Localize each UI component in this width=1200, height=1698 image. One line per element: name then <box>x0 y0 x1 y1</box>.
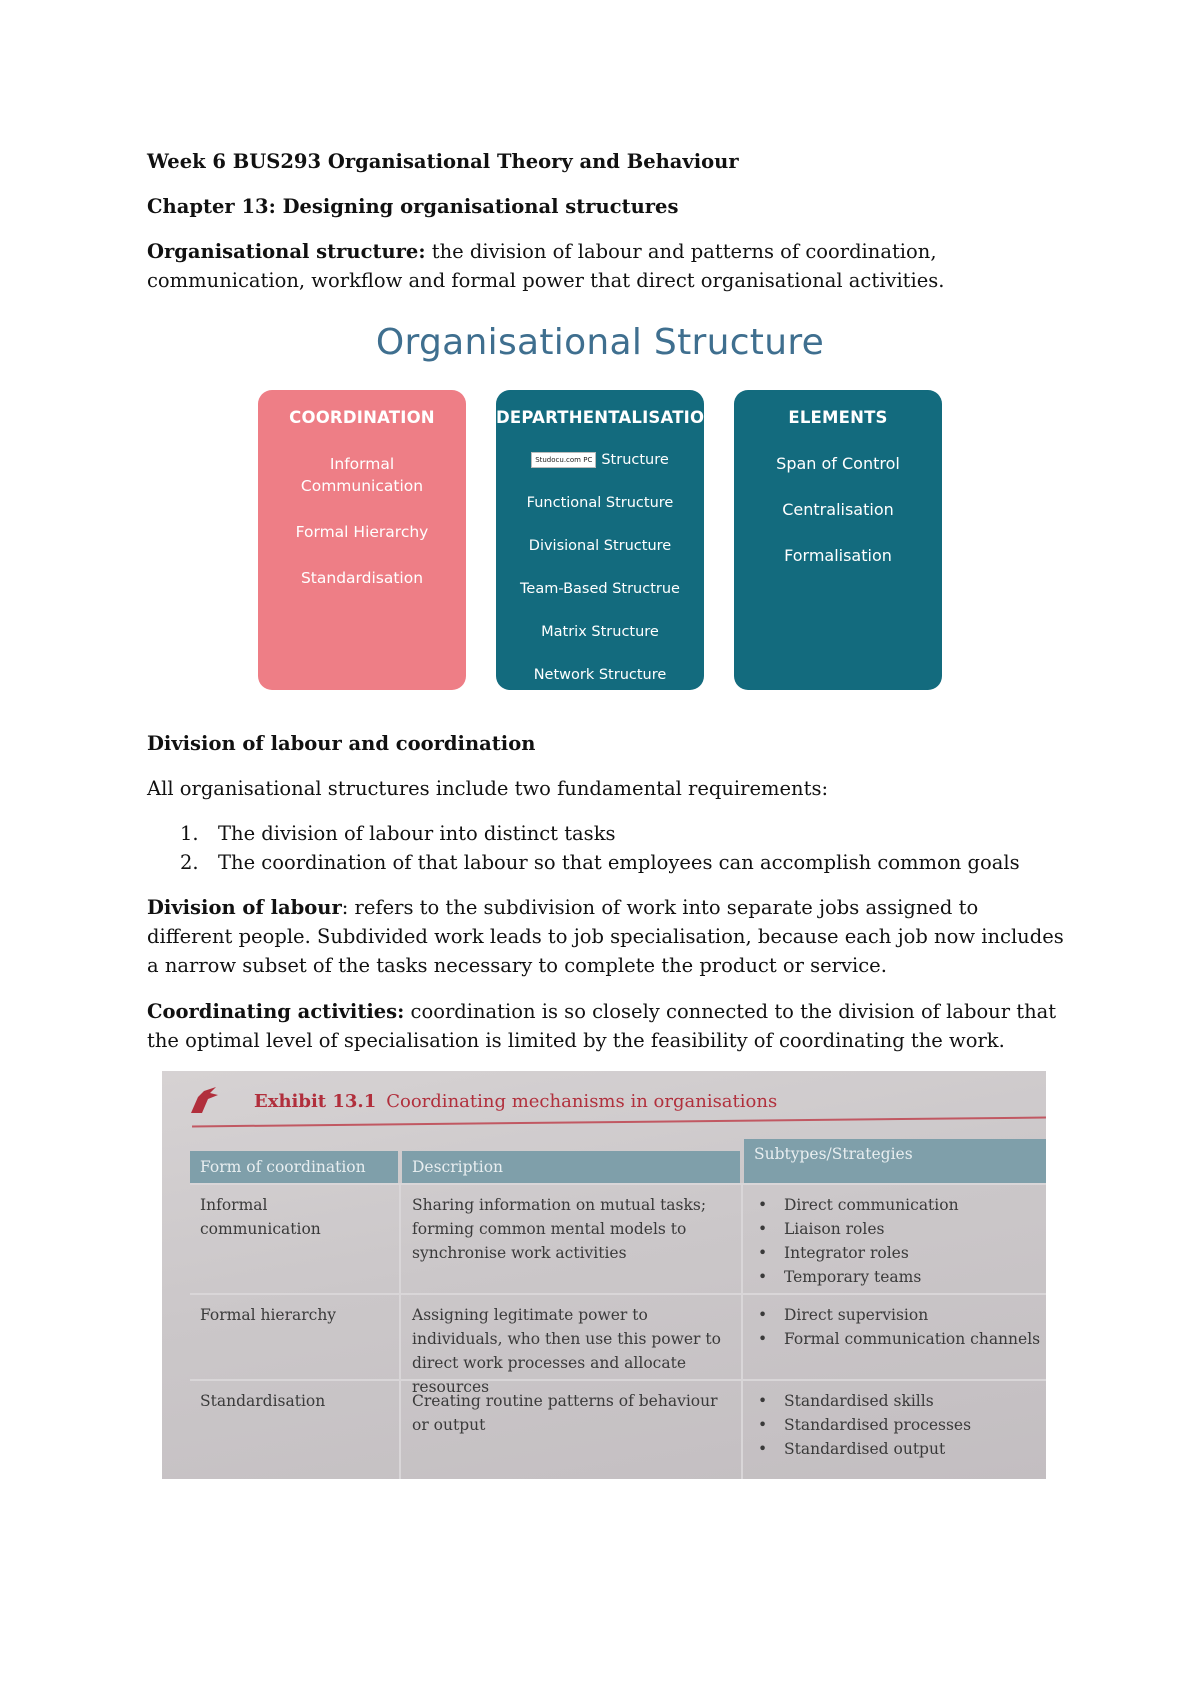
departmentalisation-item: Functional Structure <box>526 495 674 511</box>
table-row <box>190 1183 1046 1295</box>
form-cell: Informal communication <box>200 1196 321 1238</box>
coordination-item: Standardisation <box>300 569 424 587</box>
table-header-cell: Subtypes/Strategies <box>744 1139 1046 1183</box>
coordination-item: Formal Hierarchy <box>295 523 429 541</box>
list-text: The division of labour into distinct tasks <box>218 822 616 845</box>
strategy-item: • Integrator roles <box>752 1241 1046 1265</box>
table-header-cell: Form of coordination <box>190 1151 398 1183</box>
coordination-card <box>258 390 466 690</box>
description-cell: Sharing information on mutual tasks; forming common mental models to synchronise work activities <box>412 1196 707 1262</box>
elements-card-title: ELEMENTS <box>788 408 888 427</box>
exhibit-rule <box>192 1117 1046 1128</box>
departmentalisation-item: Network Structure <box>533 667 667 683</box>
departmentalisation-card <box>496 390 719 690</box>
course-title: Week 6 BUS293 Organisational Theory and Behaviour <box>147 150 739 173</box>
coordination-card-title: COORDINATION <box>289 408 435 427</box>
list-item <box>180 848 1060 877</box>
form-cell: Formal hierarchy <box>200 1306 337 1324</box>
infographic-title: Organisational Structure <box>375 322 825 363</box>
description-cell: Assigning legitimate power to individuals, who then use this power to direct work processes and allocate resources <box>412 1306 721 1396</box>
form-cell: Standardisation <box>200 1392 326 1410</box>
strategies-cell <box>752 1389 1046 1461</box>
strategy-item: • Standardised output <box>752 1437 1046 1461</box>
division-paragraph <box>147 893 1067 980</box>
coordination-item: Informal Communication <box>300 455 424 495</box>
exhibit-caption: Coordinating mechanisms in organisations <box>386 1091 778 1112</box>
requirements-list <box>180 819 1060 877</box>
list-number: 1. <box>180 822 199 845</box>
division-text: : refers to the subdivision of work into separate jobs assigned to different people. Subdivided work leads to job specialisation, because each job now includes a narrow subset of the tasks necessary to complete the product or service. <box>147 896 1064 977</box>
division-term: Division of labour <box>147 896 342 919</box>
elements-item: Span of Control <box>776 454 900 473</box>
strategy-item: • Standardised skills <box>752 1389 1046 1413</box>
table-row <box>190 1379 1046 1469</box>
strategy-item: • Temporary teams <box>752 1265 1046 1289</box>
elements-item: Centralisation <box>782 500 894 519</box>
table-header-cell: Description <box>402 1151 740 1183</box>
elements-card <box>734 390 942 690</box>
coordination-term: Coordinating activities: <box>147 1000 405 1023</box>
departmentalisation-item: Divisional Structure <box>528 538 672 554</box>
strategy-item: • Direct supervision <box>752 1303 1046 1327</box>
exhibit-title <box>254 1091 777 1112</box>
strategies-cell <box>752 1193 1046 1289</box>
section-intro: All organisational structures include two fundamental requirements: <box>147 777 829 800</box>
section-heading: Division of labour and coordination <box>147 732 536 755</box>
description-cell: Creating routine patterns of behaviour or output <box>412 1392 718 1434</box>
strategy-item: • Direct communication <box>752 1193 1046 1217</box>
strategy-item: • Liaison roles <box>752 1217 1046 1241</box>
list-text: The coordination of that labour so that employees can accomplish common goals <box>218 851 1020 874</box>
list-number: 2. <box>180 851 199 874</box>
departmentalisation-item <box>496 450 704 470</box>
table-row <box>190 1293 1046 1396</box>
departmentalisation-item: Matrix Structure <box>541 624 659 640</box>
strategy-item: • Standardised processes <box>752 1413 1046 1437</box>
definition-paragraph <box>147 237 1067 295</box>
departmentalisation-card-title: DEPARTHENTALISATION <box>496 408 719 427</box>
publisher-logo-icon <box>188 1083 222 1117</box>
watermark-badge: Studocu.com PC <box>531 452 596 468</box>
definition-text: the division of labour and patterns of coordination, communication, workflow and formal power that direct organisational activities. <box>147 240 945 292</box>
chapter-title: Chapter 13: Designing organisational structures <box>147 195 679 218</box>
coordination-paragraph <box>147 997 1067 1055</box>
exhibit-number: Exhibit 13.1 <box>254 1091 377 1112</box>
list-item <box>180 819 1060 848</box>
departmentalisation-item-label: Structure <box>601 452 669 468</box>
definition-term: Organisational structure: <box>147 240 426 263</box>
coordination-text: coordination is so closely connected to the division of labour that the optimal level of specialisation is limited by the feasibility of coordinating the work. <box>147 1000 1057 1052</box>
exhibit-photo <box>162 1071 1046 1479</box>
elements-item: Formalisation <box>784 546 892 565</box>
strategy-item: • Formal communication channels <box>752 1327 1046 1351</box>
strategies-cell <box>752 1303 1046 1351</box>
departmentalisation-item: Team-Based Structrue <box>520 581 680 597</box>
